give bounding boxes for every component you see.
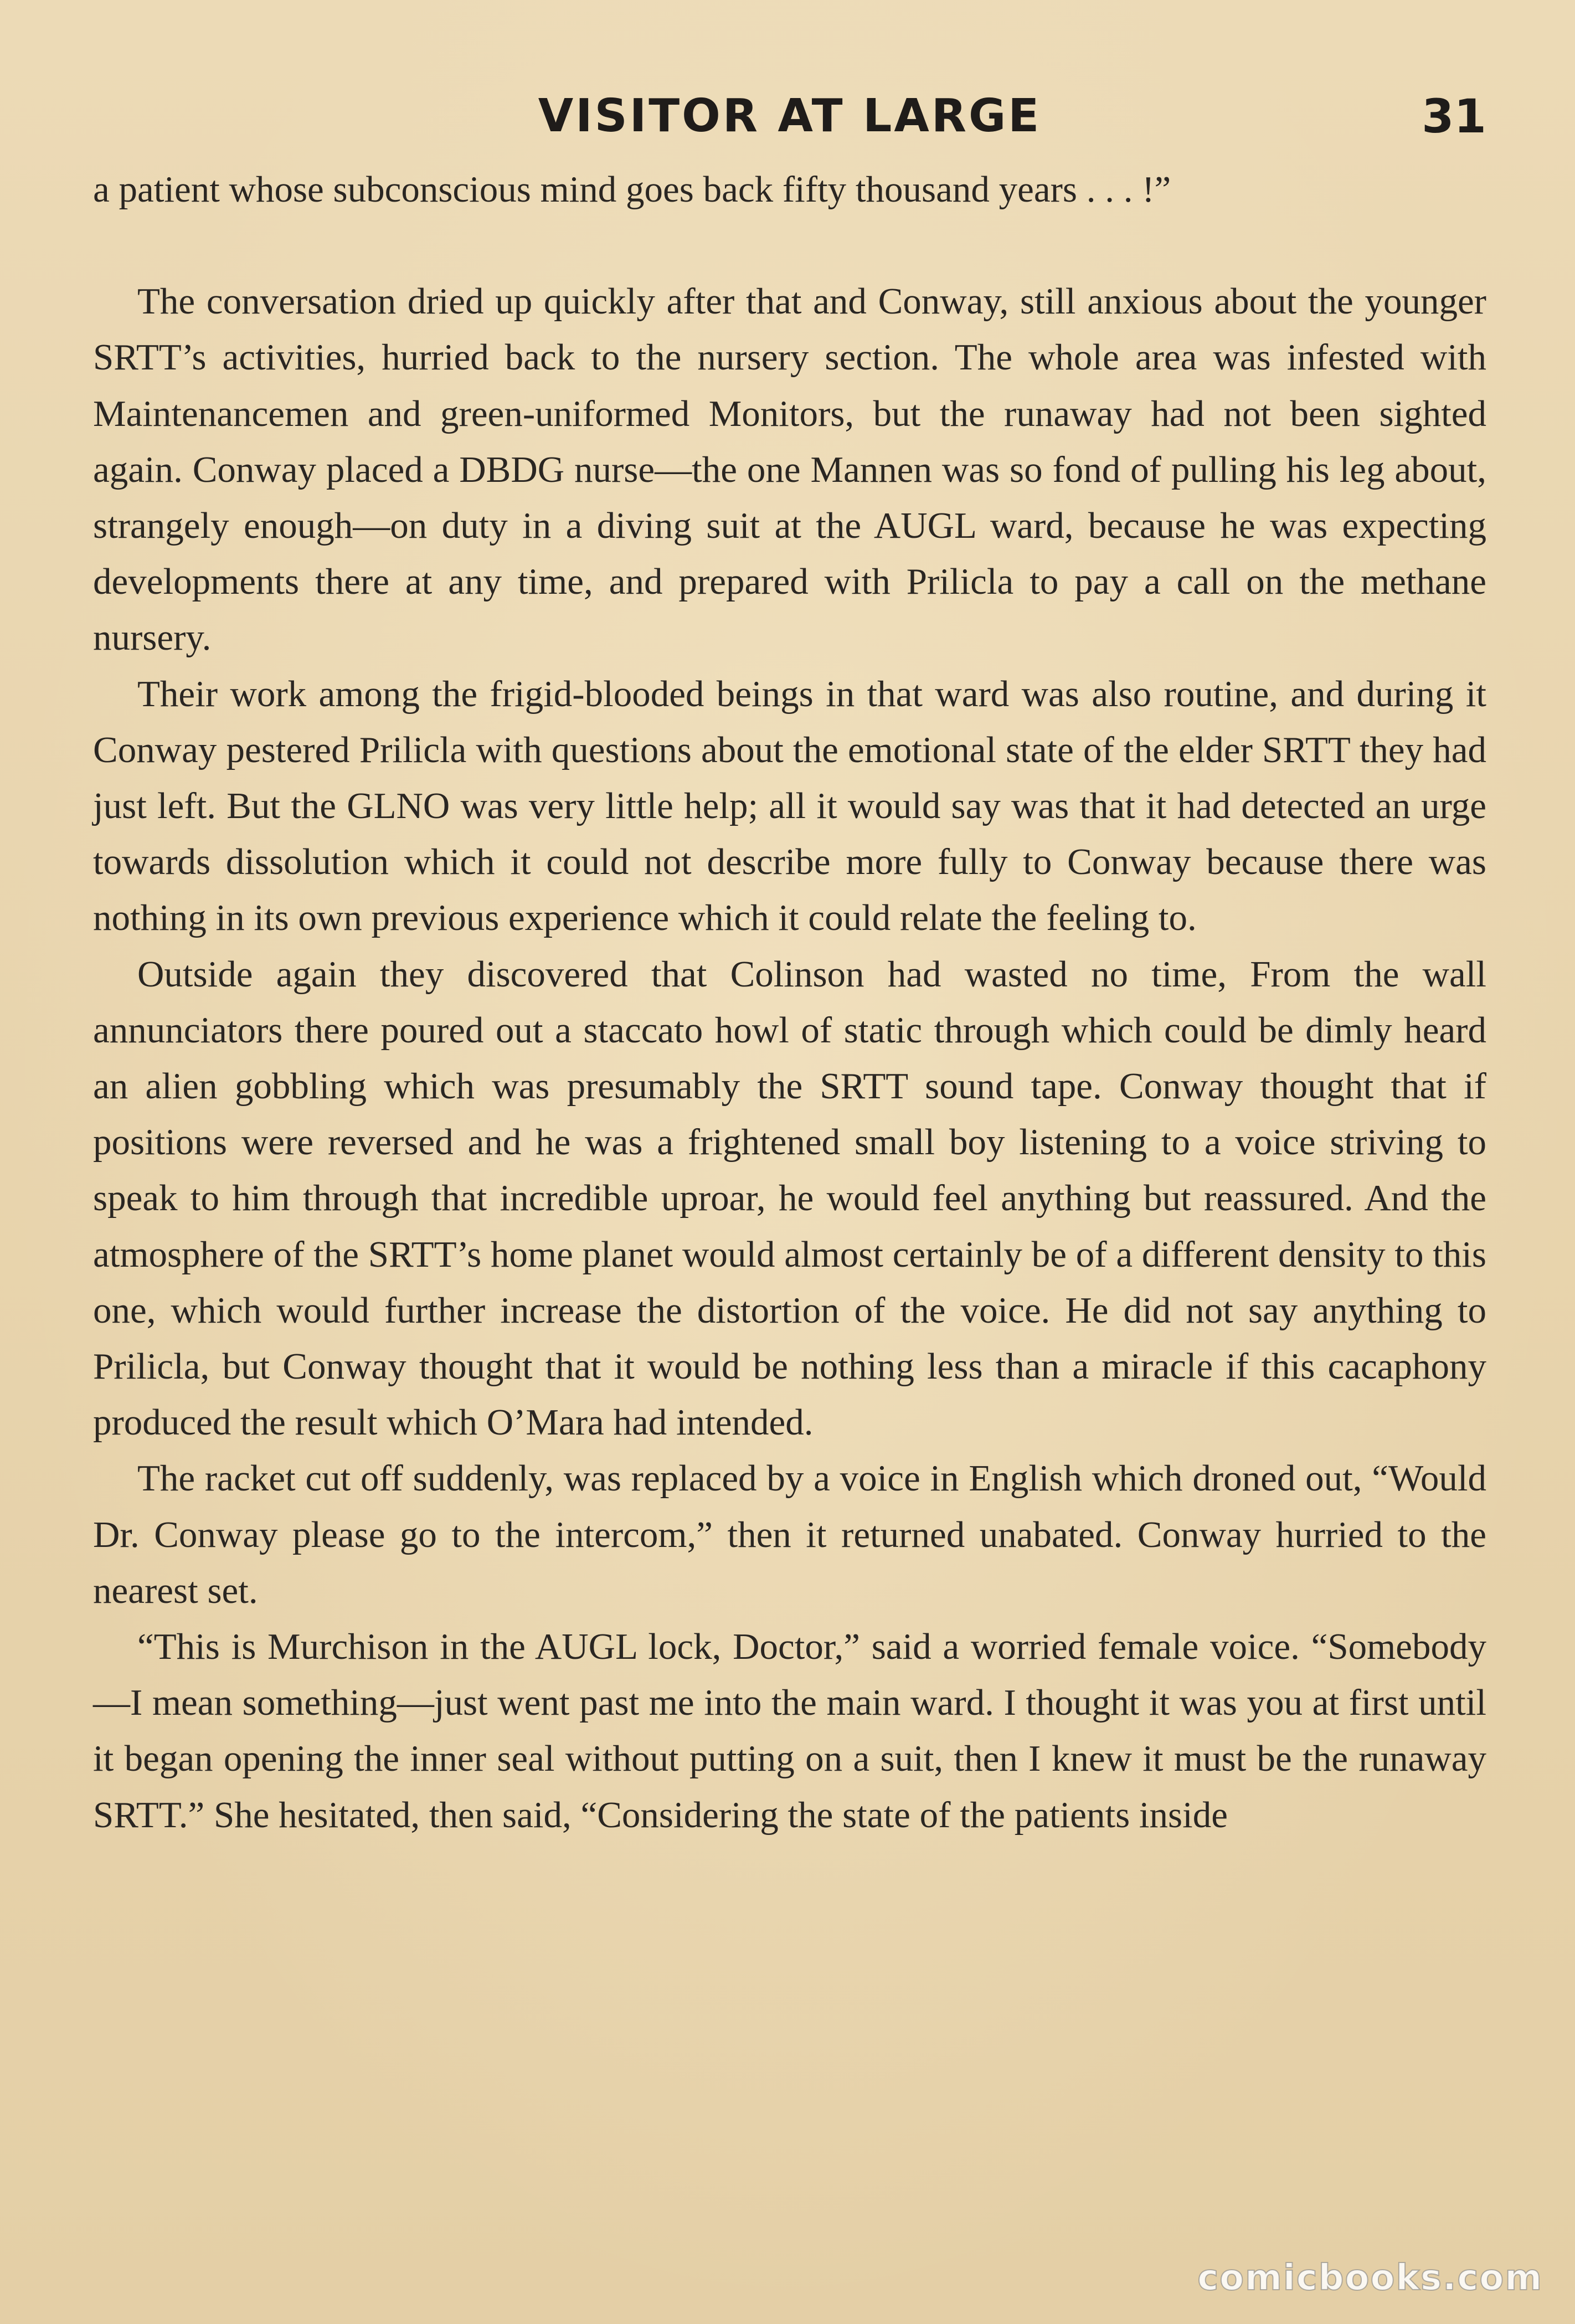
paragraph-continued: a patient whose subconscious mind goes back fifty thousand years . . . !” bbox=[93, 169, 1171, 210]
page-number: 31 bbox=[1422, 89, 1486, 143]
paragraph: Outside again they discovered that Colinson had wasted no time, From the wall annunciators there poured out a staccato howl of static through which could be dimly heard an alien gobbling which was presumably the SRTT sound tape. Conway thought that if positions were reversed and he was a frightened small boy listening to a voice striving to speak to him through that incredible uproar, he would feel anything but reassured. And the atmosphere of the SRTT’s home planet would almost certainly be of a different density to this one, which would further increase the distortion of the voice. He did not say anything to Prilicla, but Conway thought that it would be nothing less than a miracle if this cacaphony produced the result which O’Mara had intended. bbox=[93, 953, 1486, 1443]
paragraph: Their work among the frigid-blooded beings in that ward was also routine, and during it Conway pestered Prilicla with questions about the emotional state of the elder SRTT they had just left. But the GLNO was very little help; all it would say was that it had detected an urge towards dissolution which it could not describe more fully to Conway because there was nothing in its own previous experience which it could relate the feeling to. bbox=[93, 673, 1486, 939]
body-text bbox=[93, 162, 1486, 1843]
running-title: VISITOR AT LARGE bbox=[538, 90, 1042, 142]
page-header bbox=[93, 83, 1486, 150]
paragraph: The conversation dried up quickly after that and Conway, still anxious about the younger SRTT’s activities, hurried back to the nursery section. The whole area was infested with Maintenancemen and green-uniformed Monitors, but the runaway had not been sighted again. Conway placed a DBDG nurse—the one Mannen was so fond of pulling his leg about, strangely enough—on duty in a diving suit at the AUGL ward, because he was expecting developments there at any time, and prepared with Prilicla to pay a call on the methane nursery. bbox=[93, 281, 1486, 659]
paragraph: The racket cut off suddenly, was replaced by a voice in English which droned out, “Would Dr. Conway please go to the intercom,” then it returned unabated. Conway hurried to the nearest set. bbox=[93, 1458, 1486, 1611]
site-watermark: comicbooks.com bbox=[1197, 2258, 1543, 2299]
paragraph: “This is Murchison in the AUGL lock, Doctor,” said a worried female voice. “Somebody—I mean something—just went past me into the main ward. I thought it was you at first until it began opening the inner seal without putting on a suit, then I knew it must be the runaway SRTT.” She hesitated, then said, “Considering the state of the patients inside bbox=[93, 1626, 1486, 1835]
